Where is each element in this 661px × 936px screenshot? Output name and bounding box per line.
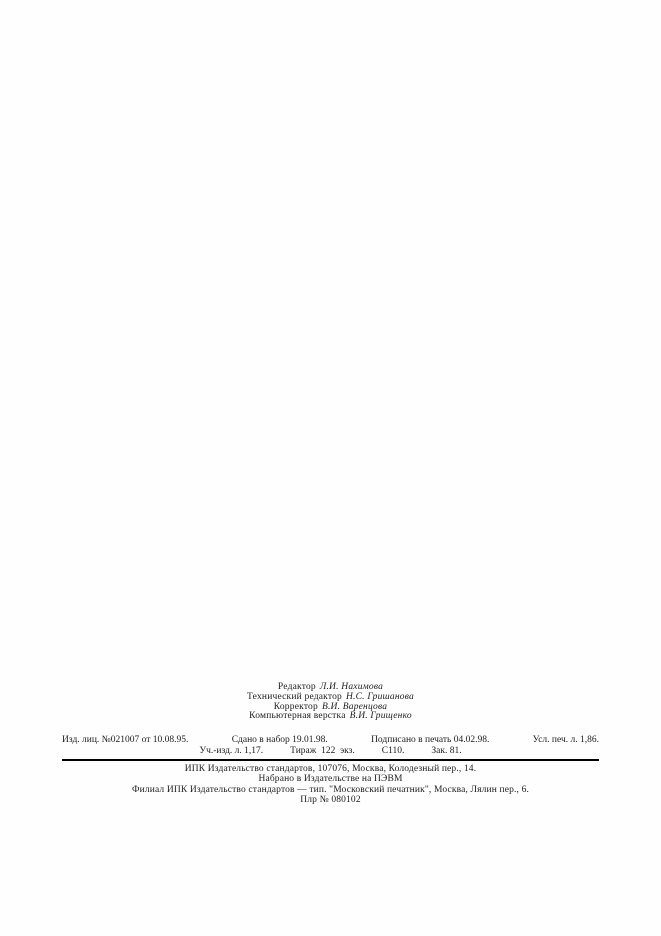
publisher-typeset-note: Набрано в Издательстве на ПЭВМ [258, 774, 403, 785]
credit-role: Компьютерная верстка [249, 711, 346, 722]
imprint-license: Изд. лиц. №021007 от 10.08.95. [62, 735, 189, 745]
imprint-block [62, 735, 599, 756]
imprint-print-sheets: Усл. печ. л. 1,86. [532, 735, 599, 745]
imprint-print-date: Подписано в печать 04.02.98. [371, 735, 490, 745]
imprint-order-number: Зак. 81. [431, 745, 462, 756]
imprint-typeset-date: Сдано в набор 19.01.98. [231, 735, 328, 745]
credit-name: Н.С. Гришанова [346, 691, 414, 702]
credit-role: Технический редактор [247, 691, 342, 702]
imprint-row-2 [62, 746, 599, 756]
credit-role: Корректор [273, 701, 318, 712]
credits-block [0, 683, 661, 722]
credit-role: Редактор [277, 682, 316, 692]
publisher-block [0, 764, 661, 806]
imprint-publisher-sheets: Уч.-изд. л. 1,17. [199, 745, 264, 756]
credit-name: Л.И. Нахимова [319, 682, 384, 692]
imprint-c-number: С110. [381, 745, 405, 756]
divider-rule [62, 759, 599, 761]
publisher-address: ИПК Издательство стандартов, 107076, Москва, Колодезный пер., 14. [184, 764, 477, 774]
imprint-row-1 [62, 735, 599, 745]
publisher-plr-number: Плр № 080102 [300, 795, 361, 806]
credit-line-layout [0, 712, 661, 722]
credit-name: В.И. Варенцова [321, 701, 388, 712]
imprint-circulation: Тираж 122 экз. [290, 745, 355, 756]
publisher-branch: Филиал ИПК Издательство стандартов — тип. "Московский печатник", Москва, Лялин пер., 6. [131, 784, 530, 795]
credit-name: В.И. Грищенко [349, 711, 412, 722]
